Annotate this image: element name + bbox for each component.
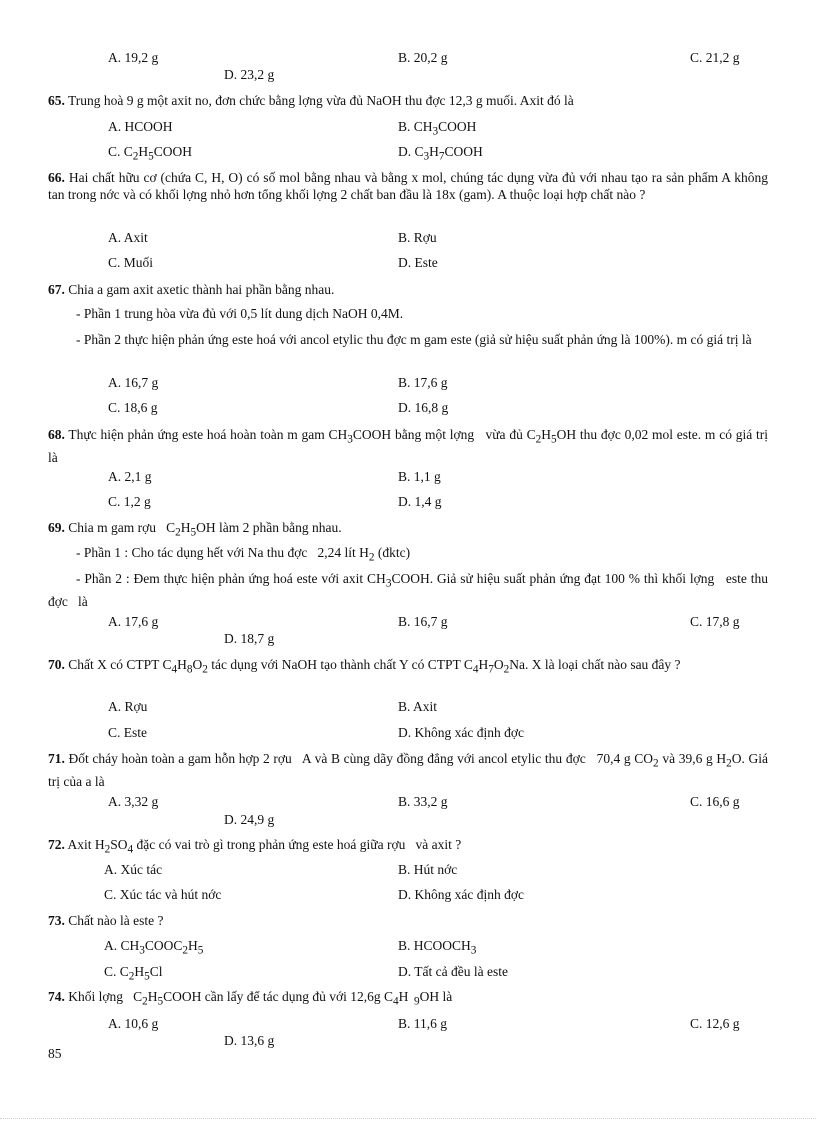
option-b: B. Hút nớc (398, 862, 458, 877)
option-b: B. 17,6 g (398, 375, 448, 390)
question-number: 72. (48, 837, 65, 852)
option-c: C. $C_2H_5Cl$ (104, 964, 163, 983)
question-number: 70. (48, 657, 65, 672)
question-text: Trung hoà 9 g một axit no, đơn chức bằng lợng vừa đủ NaOH thu đợc 12,3 g muối. Axit đó là (68, 93, 574, 108)
question-number: 68. (48, 427, 65, 442)
question-72: 72. Axit $H_2SO_4$ đặc có vai trò gì trong phản ứng este hoá giữa rợu và axit ? (48, 837, 462, 856)
option-d: D. 24,9 g (224, 812, 275, 827)
option-a: A. 2,1 g (108, 469, 152, 484)
option-d: D. 18,7 g (224, 631, 275, 646)
option-a: A. 17,6 g (108, 614, 159, 629)
question-text: Hai chất hữu cơ (chứa C, H, O) có số mol bằng nhau và bằng x mol, chúng tác dụng vừa đủ với nhau tạo ra sản phẩm A không tan trong nớc và có khối lợng nhỏ hơn tổng khối lợng 2 chất ban đầu là 18x (gam). A thuộc loại hợp chất nào ? (48, 170, 768, 202)
option-d: D. Không xác định đợc (398, 725, 524, 740)
question-73 (48, 912, 163, 929)
option-a: A. 3,32 g (108, 794, 159, 809)
option-b: B. Rợu (398, 230, 437, 245)
option-d: D. 1,4 g (398, 494, 442, 509)
part-1: - Phần 1 : Cho tác dụng hết với Na thu đợc 2,24 lít $H_2$ (đktc) (76, 545, 411, 564)
question-74: 74. Khối lợng $C_2H_5COOH$ cần lấy để tác dụng đủ với 12,6g $C_4H$ $_9$OH là (48, 989, 453, 1008)
question-65 (48, 92, 574, 109)
option-b: B. 33,2 g (398, 794, 448, 809)
option-b: B. $HCOOCH_3$ (398, 938, 477, 957)
option-a: A. Xúc tác (104, 862, 163, 877)
option-b: B. 20,2 g (398, 50, 448, 65)
option-a: A. HCOOH (108, 119, 173, 134)
option-c: C. 12,6 g (690, 1016, 740, 1031)
option-a: A. 19,2 g (108, 50, 159, 65)
question-number: 66. (48, 170, 65, 185)
option-d: D. Không xác định đợc (398, 887, 524, 902)
question-number: 67. (48, 282, 65, 297)
option-c: C. 1,2 g (108, 494, 151, 509)
question-67 (48, 281, 334, 298)
question-text: Chia a gam axit axetic thành hai phần bằng nhau. (68, 282, 335, 297)
option-d: D. $C_3H_7COOH$ (398, 144, 483, 163)
part-1: - Phần 1 trung hòa vừa đủ với 0,5 lít dung dịch NaOH 0,4M. (76, 306, 404, 321)
option-a: A. Rợu (108, 699, 148, 714)
question-number: 71. (48, 751, 65, 766)
option-d: D. 13,6 g (224, 1033, 275, 1048)
option-c: C. Este (108, 725, 147, 740)
option-c: C. 16,6 g (690, 794, 740, 809)
footer-divider (0, 1118, 816, 1119)
option-a: A. $CH_3COOC_2H_5$ (104, 938, 204, 957)
option-b: B. Axit (398, 699, 438, 714)
option-a: A. Axit (108, 230, 148, 245)
option-a: A. 16,7 g (108, 375, 159, 390)
question-number: 65. (48, 93, 65, 108)
option-c: C. 21,2 g (690, 50, 740, 65)
option-d: D. 23,2 g (224, 67, 275, 82)
option-d: D. Este (398, 255, 438, 270)
option-c: C. 17,8 g (690, 614, 740, 629)
part-2: - Phần 2 thực hiện phản ứng este hoá với ancol etylic thu đợc m gam este (giả sử hiệu suất phản ứng là 100%). m có giá trị là (76, 332, 752, 347)
option-c: C. 18,6 g (108, 400, 158, 415)
question-66 (48, 169, 768, 203)
page-number: 85 (48, 1046, 62, 1061)
option-b: B. 11,6 g (398, 1016, 448, 1031)
question-69: 69. Chia m gam rợu $C_2H_5OH$ làm 2 phần bằng nhau. (48, 520, 342, 539)
option-d: D. Tất cả đều là este (398, 964, 508, 979)
question-70: 70. Chất X có CTPT $C_4H_8O_2$ tác dụng với NaOH tạo thành chất Y có CTPT $C_4H_7O_2Na$. X là loại chất nào sau đây ? (48, 657, 681, 676)
option-c: C. $C_2H_5COOH$ (108, 144, 193, 163)
option-c: C. Muối (108, 255, 154, 270)
question-number: 69. (48, 520, 65, 535)
option-d: D. 16,8 g (398, 400, 449, 415)
option-b: B. 1,1 g (398, 469, 441, 484)
question-71: 71. Đốt cháy hoàn toàn a gam hỗn hợp 2 rợu A và B cùng dãy đồng đẳng với ancol etylic thu đợc 70,4 g $CO_2$ và 39,6 g $H_2O$. Giá trị của a là (48, 751, 768, 789)
question-68: 68. Thực hiện phản ứng este hoá hoàn toàn m gam $CH_3COOH$ bằng một lợng vừa đủ $C_2H_5OH$ thu đợc 0,02 mol este. m có giá trị là (48, 427, 769, 465)
question-number: 73. (48, 913, 65, 928)
option-b: B. 16,7 g (398, 614, 448, 629)
question-number: 74. (48, 989, 65, 1004)
question-text: Chất nào là este ? (68, 913, 164, 928)
option-c: C. Xúc tác và hút nớc (104, 887, 222, 902)
part-2: - Phần 2 : Đem thực hiện phản ứng hoá este với axit $CH_3COOH$. Giả sử hiệu suất phản ứng đạt 100 % thì khối lợng este thu đợc là (48, 571, 769, 609)
option-b: B. $CH_3COOH$ (398, 119, 477, 138)
option-a: A. 10,6 g (108, 1016, 159, 1031)
